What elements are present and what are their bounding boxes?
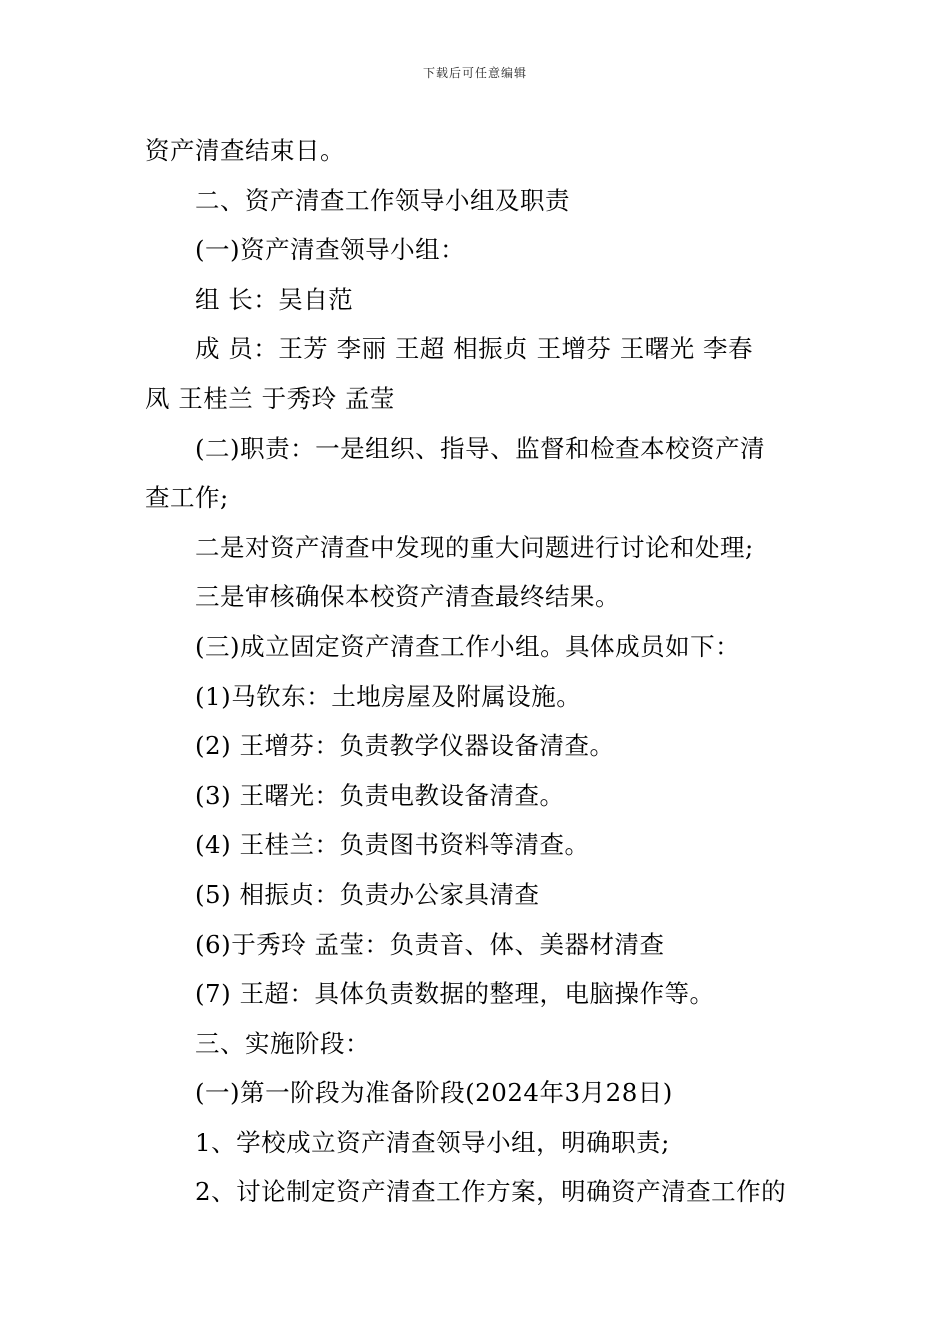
paragraph-line: 凤 王桂兰 于秀玲 孟莹	[145, 383, 395, 413]
section-heading: 二、资产清查工作领导小组及职责	[195, 185, 570, 215]
list-item: (1)马钦东：土地房屋及附属设施。	[195, 681, 582, 711]
paragraph-line: 组 长：吴自范	[195, 284, 354, 314]
paragraph-line: 资产清查结束日。	[145, 136, 345, 165]
list-item: (3) 王曙光：负责电教设备清查。	[195, 780, 565, 810]
paragraph-line: 成 员：王芳 李丽 王超 相振贞 王增芬 王曙光 李春	[195, 334, 754, 364]
paragraph-line: (二)职责：一是组织、指导、监督和检查本校资产清	[195, 433, 766, 463]
list-item: 2、讨论制定资产清查工作方案，明确资产清查工作的	[195, 1177, 787, 1207]
document-body	[145, 126, 810, 1217]
paragraph-line: 查工作;	[145, 483, 229, 513]
list-item: (4) 王桂兰：负责图书资料等清查。	[195, 830, 590, 860]
list-item: (6)于秀玲 孟莹：负责音、体、美器材清查	[195, 929, 665, 959]
list-item: 1、学校成立资产清查领导小组，明确职责;	[195, 1127, 670, 1157]
paragraph-line: 三是审核确保本校资产清查最终结果。	[195, 582, 620, 612]
list-item: (7) 王超：具体负责数据的整理，电脑操作等。	[195, 979, 715, 1009]
paragraph-line: 二是对资产清查中发现的重大问题进行讨论和处理;	[195, 532, 754, 562]
section-heading: 三、实施阶段：	[195, 1028, 370, 1058]
list-item: (5) 相振贞：负责办公家具清查	[195, 879, 540, 909]
subsection-heading: (三)成立固定资产清查工作小组。具体成员如下：	[195, 631, 741, 661]
page-header-note: 下载后可任意编辑	[422, 66, 527, 80]
subsection-heading: (一)资产清查领导小组：	[195, 235, 466, 265]
subsection-heading: (一)第一阶段为准备阶段(2024年3月28日)	[195, 1078, 673, 1108]
list-item: (2) 王增芬：负责教学仪器设备清查。	[195, 731, 615, 761]
